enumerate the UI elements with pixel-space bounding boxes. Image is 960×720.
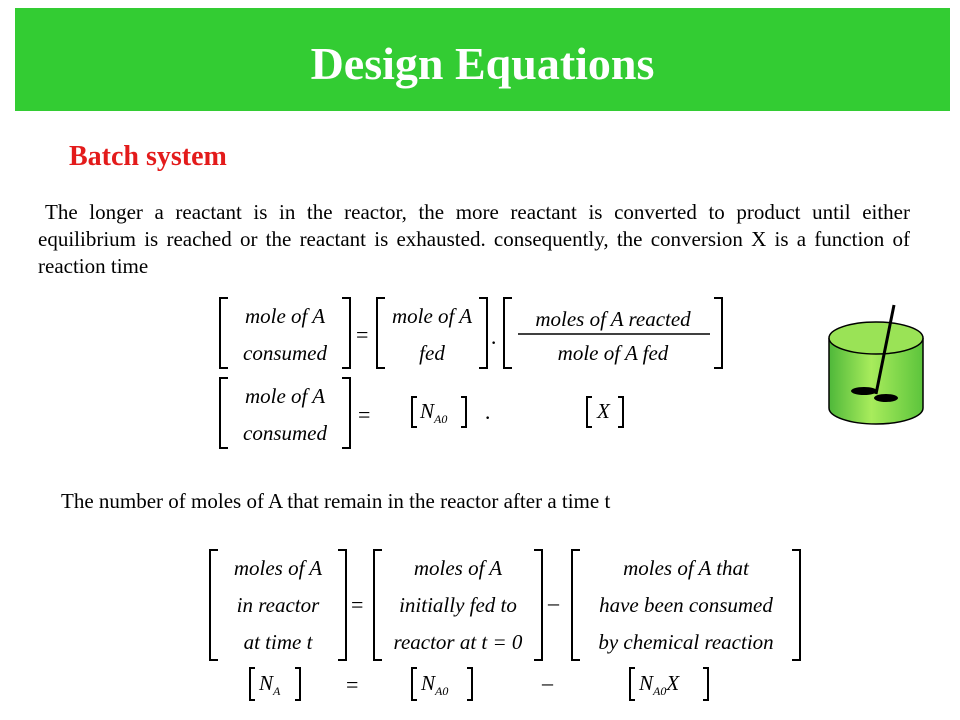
eq4-minus: – [542, 670, 553, 695]
eq4-na0x-n: N [639, 671, 654, 695]
eq4-na0-n: N [421, 671, 436, 695]
eq1-numerator: moles of A reacted [535, 307, 691, 331]
eq3-right-line3: by chemical reaction [598, 630, 774, 654]
section-subtitle: Batch system [69, 141, 227, 172]
eq1-denominator: mole of A fed [557, 341, 669, 365]
eq1-rhs1 [377, 298, 487, 372]
eq3-minus: – [548, 590, 559, 615]
sentence-moles-remaining: The number of moles of A that remain in the reactor after a time t [61, 489, 611, 513]
eq2-dot: · [484, 405, 492, 430]
eq1-lhs-line2: consumed [243, 341, 327, 365]
eq2-na0 [420, 399, 447, 427]
eq1-lhs-line1: mole of A [244, 304, 326, 328]
intro-paragraph: The longer a reactant is in the reactor, the more reactant is converted to product until either equilibrium is reached or the reactant is exhausted. consequently, the conversion X is a function of reaction time [38, 200, 910, 278]
eq1-rhs1-line2: fed [419, 341, 445, 365]
eq3-lhs-line3: at time t [243, 630, 313, 654]
eq2-lhs [220, 378, 350, 452]
title-banner [15, 8, 950, 111]
eq4-na0x [639, 671, 679, 699]
eq3-lhs-line2: in reactor [236, 593, 320, 617]
eq3-lhs-line1: moles of A [233, 556, 323, 580]
eq3-right-line1: moles of A that [623, 556, 749, 580]
eq3-mid [374, 550, 542, 661]
eq3-lhs [210, 550, 346, 661]
eq4-na0x-sub: A0 [653, 684, 667, 699]
eq2-n: N [420, 399, 435, 423]
eq4-equals: = [346, 672, 359, 697]
eq3-equals: = [351, 592, 364, 617]
eq1-lhs [220, 298, 350, 372]
eq4-na0x-x: X [666, 671, 680, 695]
eq4-na0-sub: A0 [435, 684, 449, 699]
page-title: Design Equations [310, 38, 655, 89]
eq2-equals: = [358, 402, 371, 427]
eq2-lhs-line1: mole of A [244, 384, 326, 408]
eq4-na-sub: A [273, 684, 281, 699]
eq2-lhs-line2: consumed [243, 421, 327, 445]
eq4-na [259, 671, 280, 699]
eq2-x: X [597, 399, 610, 423]
batch-reactor-icon [826, 300, 926, 430]
eq2-n-sub: A0 [434, 412, 448, 427]
eq1-equals: = [356, 322, 369, 347]
eq4-na0 [421, 671, 448, 699]
eq4-na-n: N [259, 671, 274, 695]
eq1-rhs1-line1: mole of A [391, 304, 473, 328]
eq3-mid-line1: moles of A [413, 556, 503, 580]
eq3-right [572, 550, 800, 661]
eq1-dot: · [490, 330, 498, 355]
eq3-right-line2: have been consumed [599, 593, 773, 617]
eq1-fraction [504, 302, 722, 370]
eq3-mid-line2: initially fed to [399, 593, 517, 617]
eq3-mid-line3: reactor at t = 0 [393, 630, 523, 654]
